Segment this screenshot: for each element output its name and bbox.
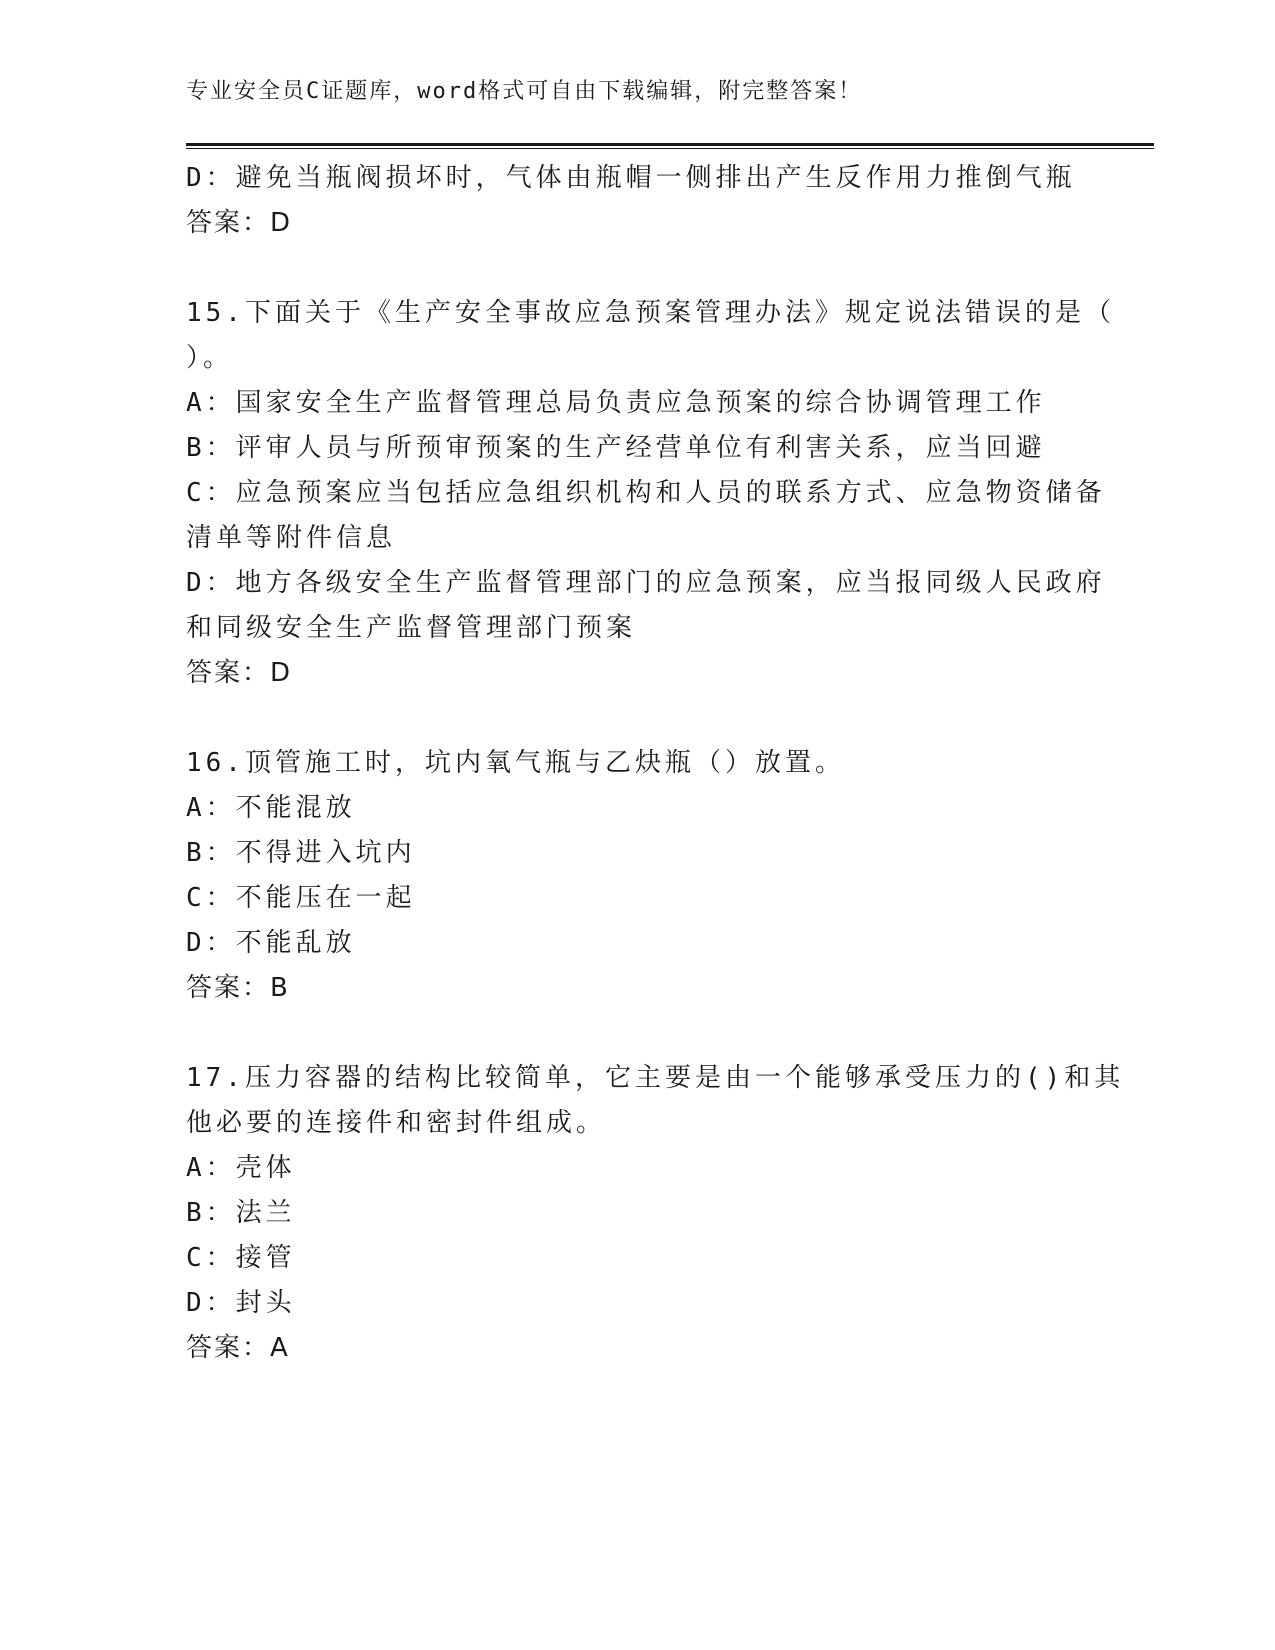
prev-question-option-d: D：避免当瓶阀损坏时，气体由瓶帽一侧排出产生反作用力推倒气瓶: [186, 163, 1076, 193]
answer: 答案：B: [186, 973, 290, 1003]
option-c: C：应急预案应当包括应急组织机构和人员的联系方式、应急物资储备: [186, 478, 1106, 508]
option-b: B：评审人员与所预审预案的生产经营单位有利害关系，应当回避: [186, 433, 1046, 463]
answer: 答案：A: [186, 1333, 290, 1363]
question-stem: 16.顶管施工时，坑内氧气瓶与乙炔瓶（）放置。: [186, 748, 845, 778]
option-b: B：法兰: [186, 1198, 296, 1228]
question-stem: 17.压力容器的结构比较简单，它主要是由一个能够承受压力的()和其: [186, 1063, 1125, 1093]
question-stem: ）。: [186, 343, 234, 373]
question-stem: 15.下面关于《生产安全事故应急预案管理办法》规定说法错误的是（: [186, 298, 1115, 328]
option-c: C：接管: [186, 1243, 296, 1273]
question-16: [186, 741, 1086, 1011]
option-c: C：不能压在一起: [186, 883, 416, 913]
spacer: [186, 696, 1086, 741]
option-d: D：不能乱放: [186, 928, 356, 958]
option-a: A：不能混放: [186, 793, 356, 823]
option-c-continued: 清单等附件信息: [186, 523, 397, 553]
document-body: [186, 156, 1125, 1371]
spacer: [186, 1011, 1086, 1056]
answer: 答案：D: [186, 658, 293, 688]
option-d: D：地方各级安全生产监督管理部门的应急预案，应当报同级人民政府: [186, 568, 1106, 598]
option-a: A：壳体: [186, 1153, 296, 1183]
question-17: [186, 1056, 1125, 1371]
option-b: B：不得进入坑内: [186, 838, 416, 868]
question-stem: 他必要的连接件和密封件组成。: [186, 1108, 607, 1138]
page-header: 专业安全员C证题库，word格式可自由下载编辑，附完整答案！: [186, 79, 863, 104]
option-d-continued: 和同级安全生产监督管理部门预案: [186, 613, 637, 643]
header-rule: [186, 143, 1154, 149]
option-a: A：国家安全生产监督管理总局负责应急预案的综合协调管理工作: [186, 388, 1046, 418]
question-15: [186, 291, 1115, 696]
spacer: [186, 246, 1086, 291]
option-d: D：封头: [186, 1288, 296, 1318]
prev-question-answer: 答案：D: [186, 208, 293, 238]
